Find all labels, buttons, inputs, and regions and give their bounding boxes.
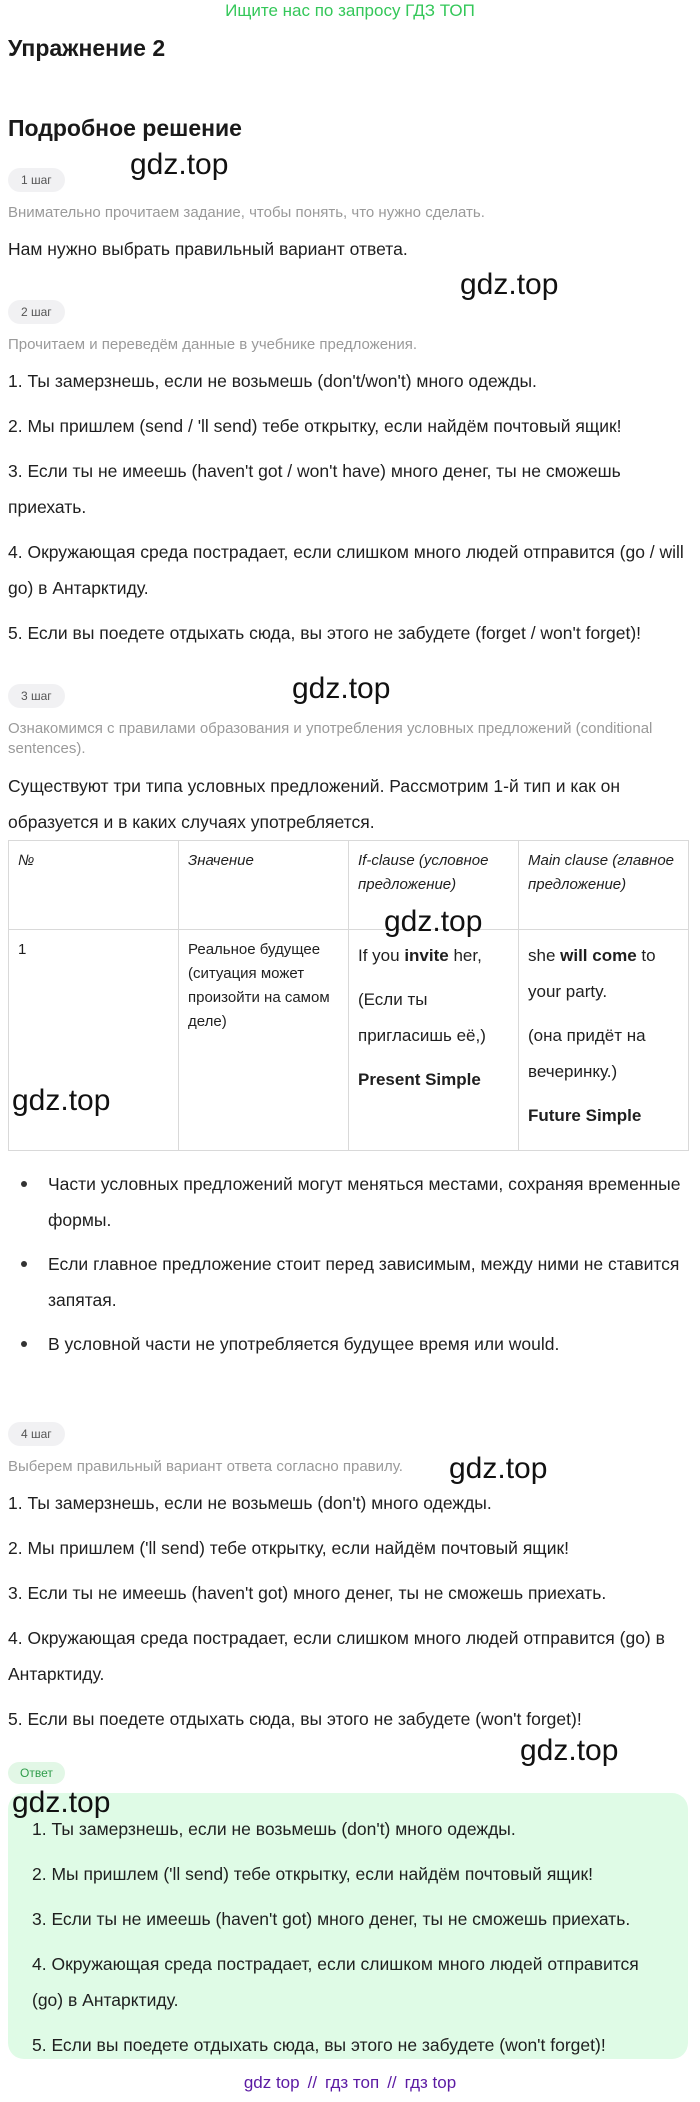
section-title: Подробное решение bbox=[8, 115, 242, 141]
answer-badge: Ответ bbox=[8, 1762, 65, 1784]
main-example-start: she bbox=[528, 946, 561, 965]
main-example-verb: will come bbox=[560, 946, 637, 965]
watermark: gdz.top bbox=[130, 148, 229, 181]
list-item: В условной части не употребляется будущее время или would. bbox=[48, 1326, 688, 1362]
exercise-title: Упражнение 2 bbox=[8, 35, 166, 61]
watermark: gdz.top bbox=[292, 672, 391, 705]
step-4-description: Выберем правильный вариант ответа согласно правилу. bbox=[8, 1458, 403, 1475]
step-1-badge: 1 шаг bbox=[8, 168, 65, 192]
table-header-row bbox=[9, 841, 689, 930]
answer-line-2: 2. Мы пришлем ('ll send) тебе открытку, если найдём почтовый ящик! bbox=[32, 1864, 593, 1884]
step-1-text: Нам нужно выбрать правильный вариант ответа. bbox=[8, 239, 408, 259]
list-item: Если главное предложение стоит перед зависимым, между ними не ставится запятая. bbox=[48, 1246, 688, 1318]
step-2-sentence-5: 5. Если вы поедете отдыхать сюда, вы этого не забудете (forget / won't forget)! bbox=[8, 623, 642, 643]
answer-line-3: 3. Если ты не имеешь (haven't got) много денег, ты не сможешь приехать. bbox=[32, 1909, 631, 1929]
step-2-badge: 2 шаг bbox=[8, 300, 65, 324]
step-4-sentence-3: 3. Если ты не имеешь (haven't got) много денег, ты не сможешь приехать. bbox=[8, 1583, 607, 1603]
answer-line-5: 5. Если вы поедете отдыхать сюда, вы этого не забудете (won't forget)! bbox=[32, 2035, 606, 2055]
step-4-sentence-4: 4. Окружающая среда пострадает, если слишком много людей отправится (go) в Антарктиду. bbox=[8, 1628, 665, 1684]
table-cell-number: 1 bbox=[9, 930, 179, 1151]
watermark: gdz.top bbox=[520, 1734, 619, 1767]
answer-box bbox=[8, 1793, 688, 2059]
step-2-sentence-2: 2. Мы пришлем (send / 'll send) тебе открытку, если найдём почтовый ящик! bbox=[8, 416, 622, 436]
table-header-main-clause: Main clause (главное предложение) bbox=[519, 841, 689, 930]
footer-separator: // bbox=[307, 2073, 318, 2092]
table-cell-if-clause bbox=[349, 930, 519, 1151]
if-clause-tense: Present Simple bbox=[358, 1070, 481, 1089]
table-cell-meaning: Реальное будущее (ситуация может произойти на самом деле) bbox=[179, 930, 349, 1151]
step-2-description: Прочитаем и переведём данные в учебнике предложения. bbox=[8, 336, 418, 353]
footer-link-gdz-top[interactable]: gdz top bbox=[243, 2073, 300, 2092]
answer-line-4: 4. Окружающая среда пострадает, если слишком много людей отправится (go) в Антарктиду. bbox=[32, 1954, 639, 2010]
promo-banner[interactable]: Ищите нас по запросу ГДЗ ТОП bbox=[225, 1, 475, 20]
main-clause-tense: Future Simple bbox=[528, 1106, 642, 1125]
if-example-verb: invite bbox=[404, 946, 449, 965]
main-clause-example bbox=[528, 938, 679, 1010]
step-2-sentence-1: 1. Ты замерзнешь, если не возьмешь (don't/won't) много одежды. bbox=[8, 371, 537, 391]
footer-links bbox=[0, 2072, 700, 2094]
footer-separator: // bbox=[387, 2073, 397, 2092]
step-2-sentence-3: 3. Если ты не имеешь (haven't got / won't have) много денег, ты не сможешь приехать. bbox=[8, 461, 621, 517]
step-2-sentence-4: 4. Окружающая среда пострадает, если слишком много людей отправится (go / will go) в Антарктиду. bbox=[8, 542, 684, 598]
watermark: gdz.top bbox=[12, 1786, 111, 1819]
table-header-number: № bbox=[9, 841, 179, 930]
step-4-sentence-5: 5. Если вы поедете отдыхать сюда, вы этого не забудете (won't forget)! bbox=[8, 1709, 582, 1729]
footer-link-gdz-top-ru[interactable]: гдз топ bbox=[325, 2073, 380, 2092]
step-4-badge: 4 шаг bbox=[8, 1422, 65, 1446]
step-4-sentence-2: 2. Мы пришлем ('ll send) тебе открытку, если найдём почтовый ящик! bbox=[8, 1538, 569, 1558]
main-example-end: to your party. bbox=[528, 946, 656, 1001]
table-header-meaning: Значение bbox=[179, 841, 349, 930]
watermark: gdz.top bbox=[449, 1452, 548, 1485]
table-header-if-clause: If-clause (условное предложение) bbox=[349, 841, 519, 930]
if-example-end: her, bbox=[448, 946, 482, 965]
if-example-start: If you bbox=[358, 946, 405, 965]
step-4-sentence-1: 1. Ты замерзнешь, если не возьмешь (don't) много одежды. bbox=[8, 1493, 492, 1513]
footer-link-gdz-top-mixed[interactable]: гдз top bbox=[404, 2073, 457, 2092]
watermark: gdz.top bbox=[12, 1084, 111, 1117]
rules-notes-list bbox=[8, 1166, 688, 1370]
list-item: Части условных предложений могут меняться местами, сохраняя временные формы. bbox=[48, 1166, 688, 1238]
step-1-description: Внимательно прочитаем задание, чтобы понять, что нужно сделать. bbox=[8, 204, 485, 221]
watermark: gdz.top bbox=[384, 905, 483, 938]
step-3-badge: 3 шаг bbox=[8, 684, 65, 708]
main-clause-translation: (она придёт на вечеринку.) bbox=[528, 1026, 646, 1081]
step-3-text: Существуют три типа условных предложений. Рассмотрим 1-й тип и как он образуется и в каких случаях употребляется. bbox=[8, 776, 621, 832]
step-3-description: Ознакомимся с правилами образования и употребления условных предложений (conditional sentences). bbox=[8, 720, 653, 757]
table-row bbox=[9, 930, 689, 1151]
watermark: gdz.top bbox=[460, 268, 559, 301]
if-clause-translation: (Если ты пригласишь её,) bbox=[358, 990, 486, 1045]
table-cell-main-clause bbox=[519, 930, 689, 1151]
if-clause-example bbox=[358, 938, 509, 974]
answer-line-1: 1. Ты замерзнешь, если не возьмешь (don't) много одежды. bbox=[32, 1819, 516, 1839]
